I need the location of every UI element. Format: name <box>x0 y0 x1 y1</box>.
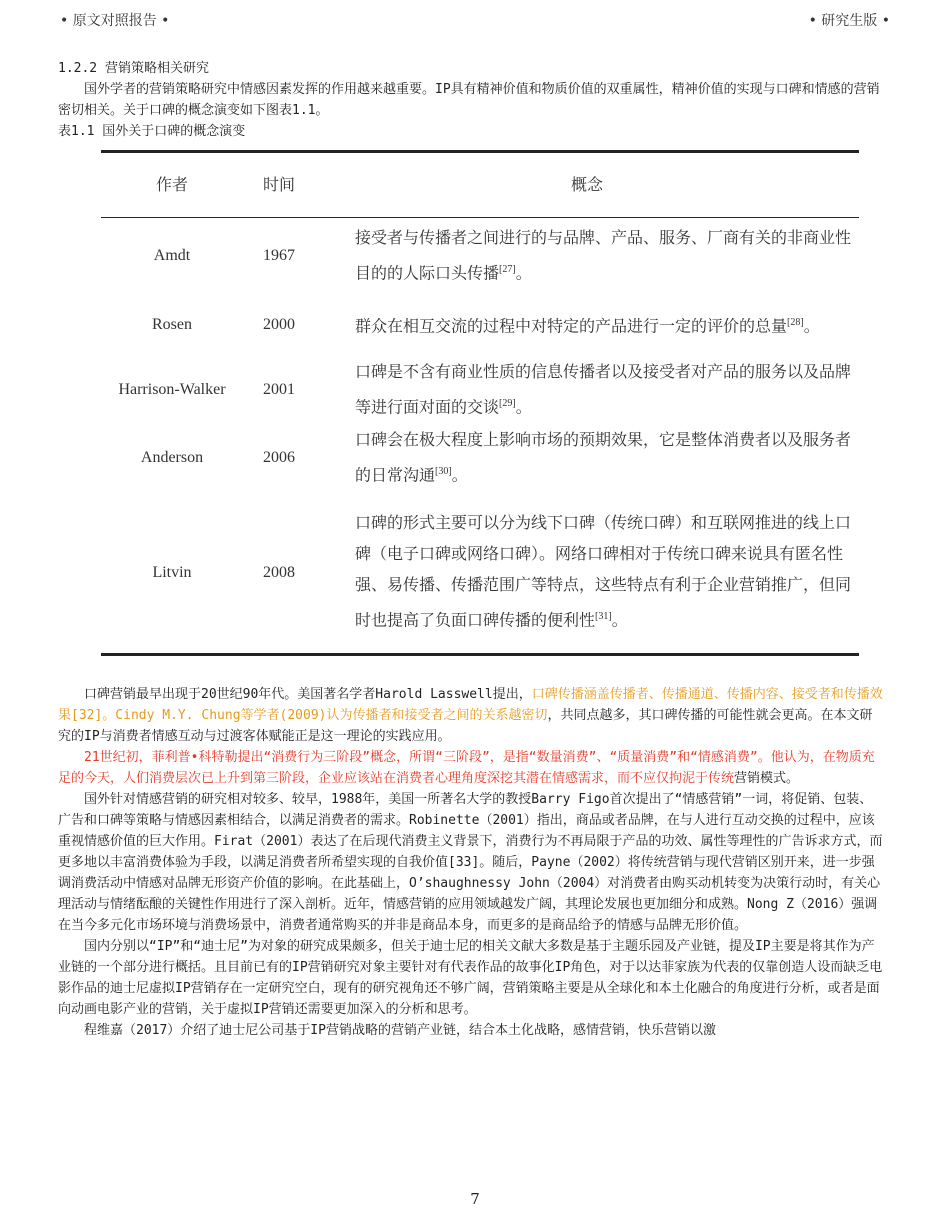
table-caption: 表1.1 国外关于口碑的概念演变 <box>58 124 246 139</box>
cell-concept: 群众在相互交流的过程中对特定的产品进行一定的评价的总量[28]。 <box>355 316 820 336</box>
paragraph: 21世纪初，菲利普•科特勒提出“消费行为三阶段”概念，所谓“三阶段”，是指“数量消费”、“质量消费”和“情感消费”。他认为，在物质充足的今天，人们消费层次已上升到第三阶段，企业应该站在消费者心理角度深挖其潜在情感需求，而不应仅拘泥于传统营销模式。 <box>58 749 875 786</box>
cell-concept: 口碑的形式主要可以分为线下口碑（传统口碑）和互联网推进的线上口碑（电子口碑或网络口碑）。网络口碑相对于传统口碑来说具有匿名性强、易传播、传播范围广等特点，这些特点有利于企业营销推广，但同时也提高了负面口碑传播的便利性[31]。 <box>355 515 852 630</box>
cell-year: 1967 <box>263 247 295 265</box>
cell-author: Anderson <box>140 449 204 467</box>
header-left-label: • 原文对照报告 • <box>60 13 170 29</box>
table-row <box>101 356 859 424</box>
intro-paragraph: 国外学者的营销策略研究中情感因素发挥的作用越来越重要。IP具有精神价值和物质价值的双重属性，精神价值的实现与口碑和情感的营销密切相关。关于口碑的概念演变如下图表1.1。 <box>58 82 880 118</box>
concept-table <box>101 150 859 656</box>
table-row <box>101 294 859 356</box>
table-row <box>101 424 859 492</box>
cell-year: 2000 <box>263 316 295 333</box>
table-header-row <box>101 152 859 218</box>
paragraph: 口碑营销最早出现于20世纪90年代。美国著名学者Harold Lasswell提出，口碑传播涵盖传播者、传播通道、传播内容、接受者和传播效果[32]。Cindy M.Y. Chung等学者(2009)认为传播者和接受者之间的关系越密切，共同点越多，其口碑传播的可能性就会更高。在本文研究的IP与消费者情感互动与过渡客体赋能正是这一理论的实践应用。 <box>58 686 883 744</box>
cell-year: 2008 <box>263 563 295 581</box>
cell-concept: 口碑是不含有商业性质的信息传播者以及接受者对产品的服务以及品牌等进行面对面的交谈[29]。 <box>355 363 852 416</box>
page-number: 7 <box>470 1190 480 1208</box>
table-row <box>101 218 859 294</box>
header-year: 时间 <box>262 176 295 194</box>
cell-author: Amdt <box>153 247 191 265</box>
highlight-text: 21世纪初，菲利普•科特勒提出“消费行为三阶段”概念，所谓“三阶段”，是指“数量消费”、“质量消费”和“情感消费”。他认为，在物质充足的今天，人们消费层次已上升到第三阶段，企业应该站在消费者心理角度深挖其潜在情感需求，而不应仅拘泥于传统 <box>58 749 875 786</box>
paragraph: 国外针对情感营销的研究相对较多、较早，1988年，美国一所著名大学的教授Barry Figo首次提出了“情感营销”一词，将促销、包装、广告和口碑等策略与情感因素相结合，以满足消费者的需求。Robinette（2001）指出，商品或者品牌，在与人进行互动交换的过程中，应该重视情感价值的巨大作用。Firat（2001）表达了在后现代消费主义背景下，消费行为不再局限于产品的功效、属性等理性的广告诉求方式，而更多地以丰富消费体验为手段，以满足消费者所希望实现的自我价值[33]。随后，Payne（2002）将传统营销与现代营销区别开来，进一步强调消费活动中情感对品牌无形资产价值的影响。在此基础上，O’shaughnessy John（2004）对消费者由购买动机转变为决策行动时，有关心理活动与情绪酝酿的关键性作用进行了深入剖析。近年，情感营销的应用领域越发广阔，其理论发展也更加细分和成熟。Nong Z（2016）强调在当今多元化市场环境与消费场景中，消费者通常购买的并非是商品本身，而更多的是商品给予的情感与品牌无形价值。 <box>58 791 883 933</box>
section-title: 1.2.2 营销策略相关研究 <box>58 61 209 76</box>
cell-author: Litvin <box>152 563 192 581</box>
document-body <box>58 58 884 1041</box>
header-right-label: • 研究生版 • <box>808 13 890 29</box>
cell-author: Rosen <box>152 316 192 333</box>
highlight-text: 口碑传播涵盖传播者、传播通道、传播内容、接受者和传播效果[32]。Cindy M.Y. Chung等学者(2009)认为传播者和接受者之间的关系越密切 <box>58 686 883 723</box>
cell-author: Harrison-Walker <box>118 381 226 399</box>
table-row <box>101 492 859 654</box>
header-concept: 概念 <box>570 176 603 194</box>
paragraph: 程维嘉（2017）介绍了迪士尼公司基于IP营销战略的营销产业链，结合本土化战略，感情营销，快乐营销以激 <box>84 1022 716 1038</box>
paragraph: 国内分别以“IP”和“迪士尼”为对象的研究成果颇多，但关于迪士尼的相关文献大多数是基于主题乐园及产业链，提及IP主要是将其作为产业链的一个部分进行概括。且目前已有的IP营销研究对象主要针对有代表作品的故事化IP角色，对于以达菲家族为代表的仅靠创造人设而缺乏电影作品的迪士尼虚拟IP营销存在一定研究空白，现有的研究视角还不够广阔，营销策略主要是从全球化和本土化融合的角度进行分析，或者是面向动画电影产业的营销，关于虚拟IP营销还需要更加深入的分析和思考。 <box>58 938 883 1017</box>
cell-year: 2006 <box>263 449 295 467</box>
header-author: 作者 <box>155 176 188 194</box>
cell-concept: 口碑会在极大程度上影响市场的预期效果，它是整体消费者以及服务者的日常沟通[30]。 <box>355 431 852 485</box>
cell-concept: 接受者与传播者之间进行的与品牌、产品、服务、厂商有关的非商业性目的的人际口头传播[27]。 <box>355 229 852 282</box>
cell-year: 2001 <box>263 381 295 399</box>
